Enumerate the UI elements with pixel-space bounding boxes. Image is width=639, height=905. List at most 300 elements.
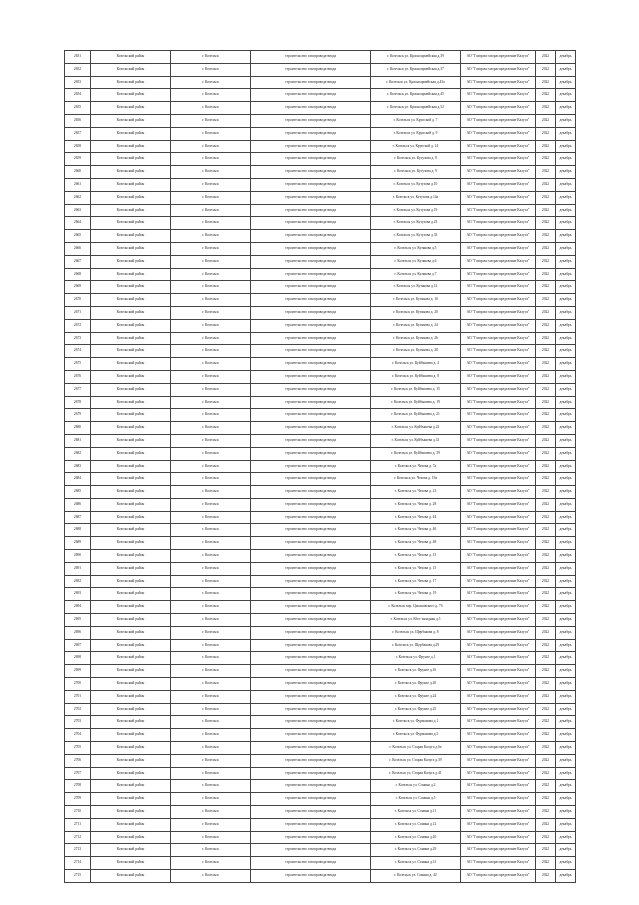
row-number-cell: 2651 <box>65 51 91 64</box>
month-cell: декабрь <box>556 844 576 857</box>
table-row <box>65 217 576 230</box>
year-cell: 2022 <box>536 524 556 537</box>
table-row <box>65 358 576 371</box>
address-cell: г. Козельск ул. Кутякова д.7 <box>371 268 461 281</box>
month-cell: декабрь <box>556 486 576 499</box>
district-cell: Козельский район <box>91 601 171 614</box>
town-cell: г. Козельск <box>171 818 251 831</box>
year-cell: 2022 <box>536 601 556 614</box>
year-cell: 2022 <box>536 166 556 179</box>
row-number-cell: 2661 <box>65 178 91 191</box>
district-cell: Козельский район <box>91 511 171 524</box>
work-type-cell: строительство газопровода-ввода <box>251 498 371 511</box>
town-cell: г. Козельск <box>171 486 251 499</box>
work-type-cell: строительство газопровода-ввода <box>251 870 371 883</box>
table-row <box>65 319 576 332</box>
month-cell: декабрь <box>556 102 576 115</box>
district-cell: Козельский район <box>91 754 171 767</box>
table-row <box>65 76 576 89</box>
gasification-table <box>64 50 576 883</box>
organization-cell: АО "Газпром газораспределение Калуга" <box>461 409 536 422</box>
address-cell: г. Козельск ул. Кутякова д. 20 <box>371 306 461 319</box>
year-cell: 2022 <box>536 319 556 332</box>
town-cell: г. Козельск <box>171 383 251 396</box>
year-cell: 2022 <box>536 537 556 550</box>
district-cell: Козельский район <box>91 793 171 806</box>
row-number-cell: 2665 <box>65 230 91 243</box>
month-cell: декабрь <box>556 742 576 755</box>
town-cell: г. Козельск <box>171 767 251 780</box>
row-number-cell: 2705 <box>65 742 91 755</box>
work-type-cell: строительство газопровода-ввода <box>251 281 371 294</box>
row-number-cell: 2684 <box>65 473 91 486</box>
organization-cell: АО "Газпром газораспределение Калуга" <box>461 76 536 89</box>
district-cell: Козельский район <box>91 345 171 358</box>
organization-cell: АО "Газпром газораспределение Калуга" <box>461 51 536 64</box>
table-row <box>65 550 576 563</box>
town-cell: г. Козельск <box>171 358 251 371</box>
district-cell: Козельский район <box>91 806 171 819</box>
town-cell: г. Козельск <box>171 242 251 255</box>
address-cell: г. Козельск ул. Щербакова д.29 <box>371 639 461 652</box>
year-cell: 2022 <box>536 383 556 396</box>
work-type-cell: строительство газопровода-ввода <box>251 486 371 499</box>
district-cell: Козельский район <box>91 665 171 678</box>
district-cell: Козельский район <box>91 678 171 691</box>
work-type-cell: строительство газопровода-ввода <box>251 767 371 780</box>
address-cell: г. Козельск ул. Сонина д.12 <box>371 818 461 831</box>
table-row <box>65 434 576 447</box>
district-cell: Козельский район <box>91 255 171 268</box>
organization-cell: АО "Газпром газораспределение Калуга" <box>461 550 536 563</box>
month-cell: декабрь <box>556 370 576 383</box>
month-cell: декабрь <box>556 422 576 435</box>
organization-cell: АО "Газпром газораспределение Калуга" <box>461 255 536 268</box>
row-number-cell: 2700 <box>65 678 91 691</box>
year-cell: 2022 <box>536 76 556 89</box>
year-cell: 2022 <box>536 345 556 358</box>
town-cell: г. Козельск <box>171 422 251 435</box>
organization-cell: АО "Газпром газораспределение Калуга" <box>461 217 536 230</box>
address-cell: г. Козельск ул. Красноармейская д.52 <box>371 102 461 115</box>
row-number-cell: 2686 <box>65 498 91 511</box>
month-cell: декабрь <box>556 178 576 191</box>
table-row <box>65 140 576 153</box>
address-cell: г. Козельск ул. Кутузова д. 8 <box>371 153 461 166</box>
district-cell: Козельский район <box>91 358 171 371</box>
town-cell: г. Козельск <box>171 562 251 575</box>
year-cell: 2022 <box>536 409 556 422</box>
district-cell: Козельский район <box>91 831 171 844</box>
table-row <box>65 844 576 857</box>
year-cell: 2022 <box>536 806 556 819</box>
district-cell: Козельский район <box>91 460 171 473</box>
organization-cell: АО "Газпром газораспределение Калуга" <box>461 230 536 243</box>
table-row <box>65 255 576 268</box>
year-cell: 2022 <box>536 358 556 371</box>
town-cell: г. Козельск <box>171 204 251 217</box>
district-cell: Козельский район <box>91 370 171 383</box>
month-cell: декабрь <box>556 818 576 831</box>
town-cell: г. Козельск <box>171 780 251 793</box>
year-cell: 2022 <box>536 242 556 255</box>
row-number-cell: 2695 <box>65 614 91 627</box>
year-cell: 2022 <box>536 703 556 716</box>
address-cell: г. Козельск ул. Чехова д. 44 <box>371 511 461 524</box>
town-cell: г. Козельск <box>171 537 251 550</box>
row-number-cell: 2710 <box>65 806 91 819</box>
month-cell: декабрь <box>556 140 576 153</box>
district-cell: Козельский район <box>91 614 171 627</box>
district-cell: Козельский район <box>91 652 171 665</box>
month-cell: декабрь <box>556 191 576 204</box>
town-cell: г. Козельск <box>171 89 251 102</box>
work-type-cell: строительство газопровода-ввода <box>251 383 371 396</box>
work-type-cell: строительство газопровода-ввода <box>251 690 371 703</box>
work-type-cell: строительство газопровода-ввода <box>251 831 371 844</box>
row-number-cell: 2677 <box>65 383 91 396</box>
row-number-cell: 2692 <box>65 575 91 588</box>
month-cell: декабрь <box>556 153 576 166</box>
year-cell: 2022 <box>536 716 556 729</box>
row-number-cell: 2690 <box>65 550 91 563</box>
town-cell: г. Козельск <box>171 857 251 870</box>
year-cell: 2022 <box>536 818 556 831</box>
row-number-cell: 2685 <box>65 486 91 499</box>
row-number-cell: 2711 <box>65 818 91 831</box>
table-row <box>65 102 576 115</box>
work-type-cell: строительство газопровода-ввода <box>251 754 371 767</box>
table-row <box>65 153 576 166</box>
row-number-cell: 2687 <box>65 511 91 524</box>
work-type-cell: строительство газопровода-ввода <box>251 818 371 831</box>
month-cell: декабрь <box>556 614 576 627</box>
address-cell: г. Козельск ул. Чехова д. 23 <box>371 486 461 499</box>
work-type-cell: строительство газопровода-ввода <box>251 537 371 550</box>
organization-cell: АО "Газпром газораспределение Калуга" <box>461 780 536 793</box>
address-cell: г. Козельск ул. Красноармейская д.45 <box>371 89 461 102</box>
work-type-cell: строительство газопровода-ввода <box>251 396 371 409</box>
organization-cell: АО "Газпром газораспределение Калуга" <box>461 486 536 499</box>
table-row <box>65 460 576 473</box>
work-type-cell: строительство газопровода-ввода <box>251 153 371 166</box>
work-type-cell: строительство газопровода-ввода <box>251 89 371 102</box>
year-cell: 2022 <box>536 678 556 691</box>
town-cell: г. Козельск <box>171 396 251 409</box>
town-cell: г. Козельск <box>171 550 251 563</box>
address-cell: г. Козельск ул. Сонина д.29 <box>371 844 461 857</box>
month-cell: декабрь <box>556 690 576 703</box>
town-cell: г. Козельск <box>171 76 251 89</box>
month-cell: декабрь <box>556 76 576 89</box>
address-cell: г. Козельск ул. Кутякова д.6 <box>371 255 461 268</box>
table-row <box>65 230 576 243</box>
table-row <box>65 332 576 345</box>
work-type-cell: строительство газопровода-ввода <box>251 678 371 691</box>
organization-cell: АО "Газпром газораспределение Калуга" <box>461 690 536 703</box>
row-number-cell: 2676 <box>65 370 91 383</box>
month-cell: декабрь <box>556 89 576 102</box>
town-cell: г. Козельск <box>171 601 251 614</box>
organization-cell: АО "Газпром газораспределение Калуга" <box>461 281 536 294</box>
row-number-cell: 2669 <box>65 281 91 294</box>
month-cell: декабрь <box>556 51 576 64</box>
address-cell: г. Козельск ул. Кутякова д. 26 <box>371 332 461 345</box>
table-row <box>65 780 576 793</box>
address-cell: г. Козельск ул. Фурманова д.1 <box>371 716 461 729</box>
organization-cell: АО "Газпром газораспределение Калуга" <box>461 140 536 153</box>
town-cell: г. Козельск <box>171 690 251 703</box>
year-cell: 2022 <box>536 831 556 844</box>
district-cell: Козельский район <box>91 857 171 870</box>
organization-cell: АО "Газпром газораспределение Калуга" <box>461 678 536 691</box>
year-cell: 2022 <box>536 486 556 499</box>
month-cell: декабрь <box>556 166 576 179</box>
district-cell: Козельский район <box>91 102 171 115</box>
town-cell: г. Козельск <box>171 498 251 511</box>
year-cell: 2022 <box>536 498 556 511</box>
organization-cell: АО "Газпром газораспределение Калуга" <box>461 319 536 332</box>
district-cell: Козельский район <box>91 319 171 332</box>
organization-cell: АО "Газпром газораспределение Калуга" <box>461 729 536 742</box>
year-cell: 2022 <box>536 447 556 460</box>
district-cell: Козельский район <box>91 742 171 755</box>
table-row <box>65 383 576 396</box>
address-cell: г. Козельск ул. Кутузова д.19 <box>371 204 461 217</box>
year-cell: 2022 <box>536 281 556 294</box>
year-cell: 2022 <box>536 89 556 102</box>
town-cell: г. Козельск <box>171 140 251 153</box>
organization-cell: АО "Газпром газораспределение Калуга" <box>461 242 536 255</box>
month-cell: декабрь <box>556 114 576 127</box>
month-cell: декабрь <box>556 460 576 473</box>
work-type-cell: строительство газопровода-ввода <box>251 76 371 89</box>
work-type-cell: строительство газопровода-ввода <box>251 473 371 486</box>
month-cell: декабрь <box>556 729 576 742</box>
district-cell: Козельский район <box>91 178 171 191</box>
table-row <box>65 127 576 140</box>
month-cell: декабрь <box>556 358 576 371</box>
organization-cell: АО "Газпром газораспределение Калуга" <box>461 294 536 307</box>
town-cell: г. Козельск <box>171 114 251 127</box>
row-number-cell: 2664 <box>65 217 91 230</box>
town-cell: г. Козельск <box>171 742 251 755</box>
year-cell: 2022 <box>536 870 556 883</box>
row-number-cell: 2712 <box>65 831 91 844</box>
address-cell: г. Козельск ул. Фрунзе д.16 <box>371 665 461 678</box>
organization-cell: АО "Газпром газораспределение Калуга" <box>461 511 536 524</box>
organization-cell: АО "Газпром газораспределение Калуга" <box>461 806 536 819</box>
work-type-cell: строительство газопровода-ввода <box>251 191 371 204</box>
work-type-cell: строительство газопровода-ввода <box>251 319 371 332</box>
year-cell: 2022 <box>536 255 556 268</box>
address-cell: г. Козельск ул. Красноармейская д.39 <box>371 51 461 64</box>
year-cell: 2022 <box>536 588 556 601</box>
table-row <box>65 818 576 831</box>
address-cell: г. Козельск ул. Сонина д.5 <box>371 793 461 806</box>
organization-cell: АО "Газпром газораспределение Калуга" <box>461 870 536 883</box>
work-type-cell: строительство газопровода-ввода <box>251 793 371 806</box>
district-cell: Козельский район <box>91 870 171 883</box>
year-cell: 2022 <box>536 422 556 435</box>
row-number-cell: 2702 <box>65 703 91 716</box>
organization-cell: АО "Газпром газораспределение Калуга" <box>461 742 536 755</box>
row-number-cell: 2691 <box>65 562 91 575</box>
town-cell: г. Козельск <box>171 281 251 294</box>
address-cell: г. Козельск ул. Чехова д. 7а <box>371 460 461 473</box>
work-type-cell: строительство газопровода-ввода <box>251 127 371 140</box>
organization-cell: АО "Газпром газораспределение Калуга" <box>461 562 536 575</box>
organization-cell: АО "Газпром газораспределение Калуга" <box>461 639 536 652</box>
organization-cell: АО "Газпром газораспределение Калуга" <box>461 575 536 588</box>
organization-cell: АО "Газпром газораспределение Калуга" <box>461 588 536 601</box>
town-cell: г. Козельск <box>171 831 251 844</box>
work-type-cell: строительство газопровода-ввода <box>251 370 371 383</box>
table-row <box>65 524 576 537</box>
work-type-cell: строительство газопровода-ввода <box>251 844 371 857</box>
year-cell: 2022 <box>536 332 556 345</box>
month-cell: декабрь <box>556 396 576 409</box>
work-type-cell: строительство газопровода-ввода <box>251 562 371 575</box>
year-cell: 2022 <box>536 204 556 217</box>
year-cell: 2022 <box>536 217 556 230</box>
town-cell: г. Козельск <box>171 178 251 191</box>
month-cell: декабрь <box>556 601 576 614</box>
town-cell: г. Козельск <box>171 51 251 64</box>
address-cell: г. Козельск ул. Крупской д. 9 <box>371 127 461 140</box>
work-type-cell: строительство газопровода-ввода <box>251 575 371 588</box>
organization-cell: АО "Газпром газораспределение Калуга" <box>461 306 536 319</box>
district-cell: Козельский район <box>91 447 171 460</box>
organization-cell: АО "Газпром газораспределение Калуга" <box>461 716 536 729</box>
address-cell: г. Козельск ул. Сонина д.31 <box>371 857 461 870</box>
row-number-cell: 2672 <box>65 319 91 332</box>
year-cell: 2022 <box>536 652 556 665</box>
row-number-cell: 2674 <box>65 345 91 358</box>
address-cell: г. Козельск ул. Кутякова д. 16 <box>371 294 461 307</box>
table-row <box>65 742 576 755</box>
district-cell: Козельский район <box>91 626 171 639</box>
month-cell: декабрь <box>556 550 576 563</box>
year-cell: 2022 <box>536 473 556 486</box>
table-row <box>65 422 576 435</box>
month-cell: декабрь <box>556 242 576 255</box>
address-cell: г. Козельск ул. Старая Калуга д.39 <box>371 754 461 767</box>
district-cell: Козельский район <box>91 306 171 319</box>
address-cell: г. Козельск ул. Юго-западная д.5 <box>371 614 461 627</box>
month-cell: декабрь <box>556 383 576 396</box>
district-cell: Козельский район <box>91 204 171 217</box>
work-type-cell: строительство газопровода-ввода <box>251 204 371 217</box>
month-cell: декабрь <box>556 268 576 281</box>
work-type-cell: строительство газопровода-ввода <box>251 51 371 64</box>
row-number-cell: 2699 <box>65 665 91 678</box>
table-row <box>65 831 576 844</box>
organization-cell: АО "Газпром газораспределение Калуга" <box>461 268 536 281</box>
table-row <box>65 857 576 870</box>
work-type-cell: строительство газопровода-ввода <box>251 409 371 422</box>
town-cell: г. Козельск <box>171 191 251 204</box>
work-type-cell: строительство газопровода-ввода <box>251 780 371 793</box>
district-cell: Козельский район <box>91 114 171 127</box>
month-cell: декабрь <box>556 678 576 691</box>
organization-cell: АО "Газпром газораспределение Калуга" <box>461 396 536 409</box>
town-cell: г. Козельск <box>171 639 251 652</box>
row-number-cell: 2703 <box>65 716 91 729</box>
month-cell: декабрь <box>556 806 576 819</box>
work-type-cell: строительство газопровода-ввода <box>251 550 371 563</box>
table-row <box>65 345 576 358</box>
organization-cell: АО "Газпром газораспределение Калуга" <box>461 767 536 780</box>
table-row <box>65 729 576 742</box>
table-row <box>65 486 576 499</box>
month-cell: декабрь <box>556 562 576 575</box>
district-cell: Козельский район <box>91 767 171 780</box>
row-number-cell: 2653 <box>65 76 91 89</box>
row-number-cell: 2698 <box>65 652 91 665</box>
work-type-cell: строительство газопровода-ввода <box>251 294 371 307</box>
district-cell: Козельский район <box>91 716 171 729</box>
year-cell: 2022 <box>536 370 556 383</box>
year-cell: 2022 <box>536 793 556 806</box>
district-cell: Козельский район <box>91 422 171 435</box>
month-cell: декабрь <box>556 665 576 678</box>
month-cell: декабрь <box>556 473 576 486</box>
town-cell: г. Козельск <box>171 447 251 460</box>
month-cell: декабрь <box>556 626 576 639</box>
year-cell: 2022 <box>536 844 556 857</box>
month-cell: декабрь <box>556 767 576 780</box>
year-cell: 2022 <box>536 460 556 473</box>
organization-cell: АО "Газпром газораспределение Калуга" <box>461 818 536 831</box>
year-cell: 2022 <box>536 102 556 115</box>
table-row <box>65 396 576 409</box>
year-cell: 2022 <box>536 191 556 204</box>
year-cell: 2022 <box>536 639 556 652</box>
work-type-cell: строительство газопровода-ввода <box>251 306 371 319</box>
row-number-cell: 2681 <box>65 434 91 447</box>
town-cell: г. Козельск <box>171 588 251 601</box>
row-number-cell: 2679 <box>65 409 91 422</box>
work-type-cell: строительство газопровода-ввода <box>251 140 371 153</box>
table-row <box>65 114 576 127</box>
month-cell: декабрь <box>556 639 576 652</box>
month-cell: декабрь <box>556 217 576 230</box>
district-cell: Козельский район <box>91 268 171 281</box>
address-cell: г. Козельск ул. Фрунзе д.1 <box>371 652 461 665</box>
town-cell: г. Козельск <box>171 460 251 473</box>
year-cell: 2022 <box>536 434 556 447</box>
organization-cell: АО "Газпром газораспределение Калуга" <box>461 63 536 76</box>
year-cell: 2022 <box>536 690 556 703</box>
district-cell: Козельский район <box>91 524 171 537</box>
table-row <box>65 703 576 716</box>
month-cell: декабрь <box>556 537 576 550</box>
town-cell: г. Козельск <box>171 294 251 307</box>
town-cell: г. Козельск <box>171 102 251 115</box>
town-cell: г. Козельск <box>171 332 251 345</box>
district-cell: Козельский район <box>91 473 171 486</box>
row-number-cell: 2666 <box>65 242 91 255</box>
table-row <box>65 754 576 767</box>
work-type-cell: строительство газопровода-ввода <box>251 665 371 678</box>
address-cell: г. Козельск ул. Куйбышева д. 21 <box>371 409 461 422</box>
town-cell: г. Козельск <box>171 63 251 76</box>
month-cell: декабрь <box>556 306 576 319</box>
row-number-cell: 2709 <box>65 793 91 806</box>
address-cell: г. Козельск ул. Кутузова д.14а <box>371 191 461 204</box>
table-row <box>65 716 576 729</box>
